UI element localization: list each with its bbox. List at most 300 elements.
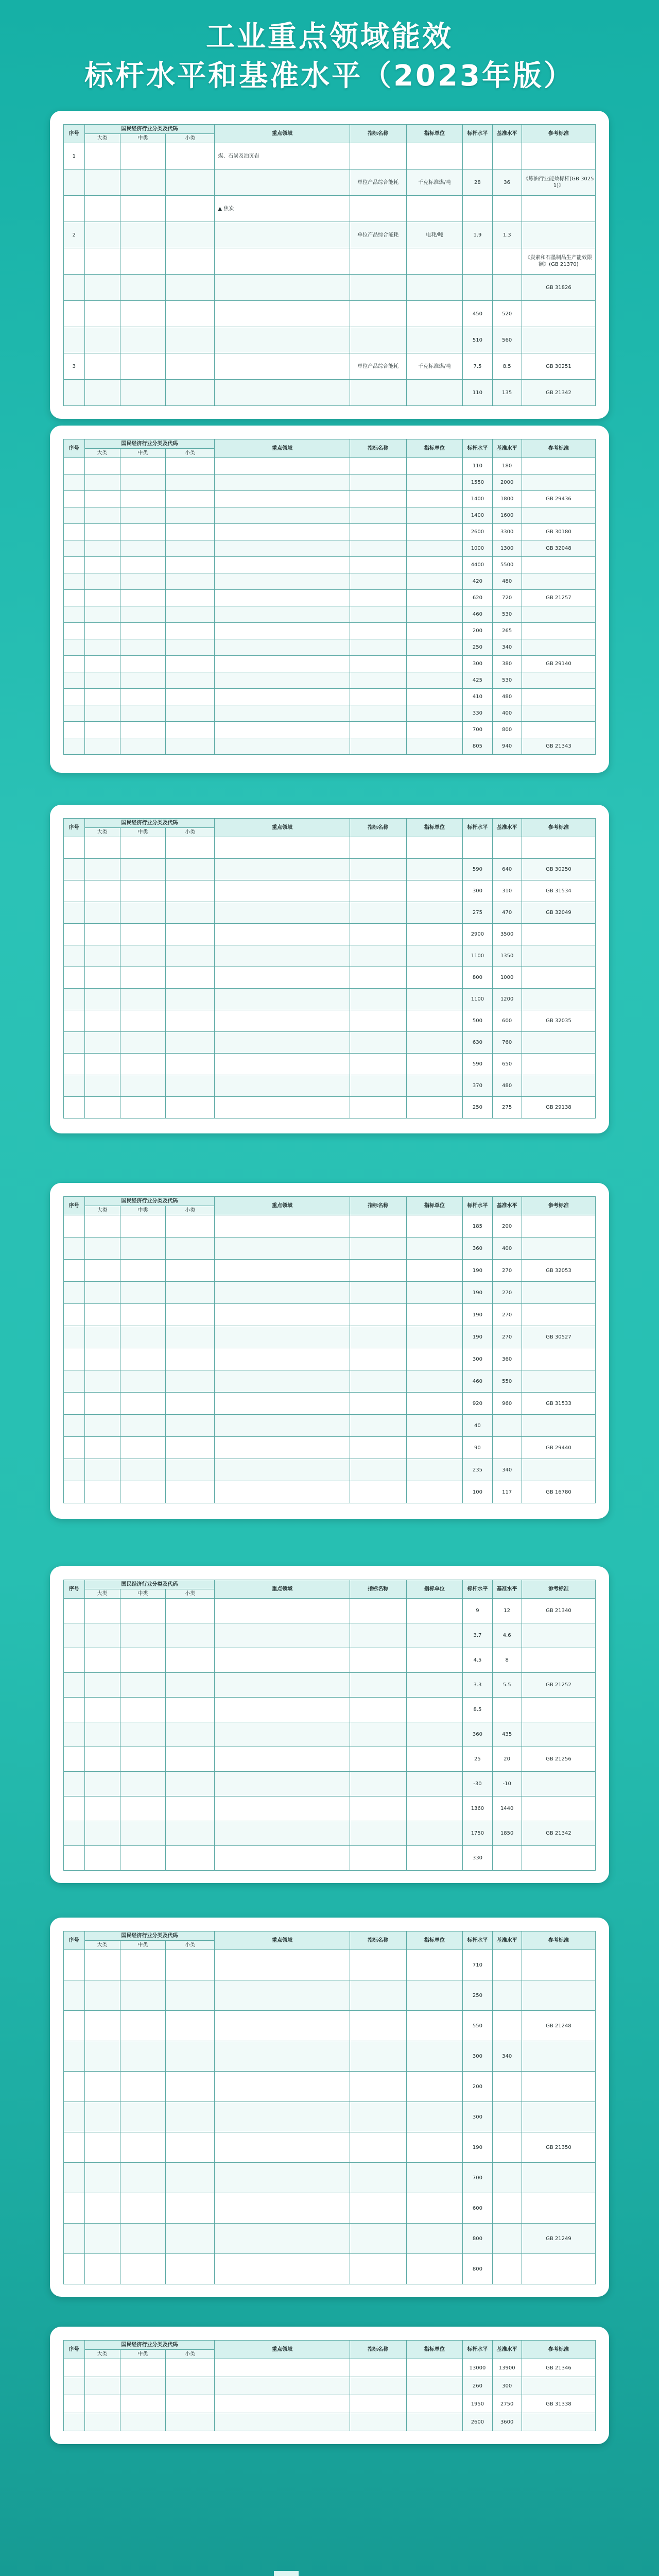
cell-minor — [165, 573, 214, 590]
cell-unit — [406, 859, 463, 880]
table-row — [64, 1415, 596, 1437]
cell-baseline: 550 — [492, 1370, 522, 1393]
cell-reference — [522, 143, 595, 170]
header-minor: 小类 — [165, 828, 214, 837]
cell-minor — [165, 540, 214, 557]
table-row — [64, 967, 596, 989]
cell-indicator — [350, 1821, 406, 1846]
cell-major — [84, 540, 120, 557]
cell-baseline: 2000 — [492, 474, 522, 491]
cell-benchmark: 800 — [463, 967, 492, 989]
header-baseline: 基准水平 — [492, 1931, 522, 1950]
cell-middle — [120, 1075, 165, 1097]
cell-indicator — [350, 143, 406, 170]
cell-unit — [406, 491, 463, 507]
header-middle: 中类 — [120, 1941, 165, 1950]
cell-field: ▲ 焦炭 — [215, 196, 350, 222]
table-row — [64, 1722, 596, 1747]
cell-benchmark: 300 — [463, 1348, 492, 1370]
cell-indicator — [350, 540, 406, 557]
cell-middle — [120, 1599, 165, 1623]
cell-baseline: 20 — [492, 1747, 522, 1772]
cell-major — [84, 222, 120, 248]
header-seq: 序号 — [64, 2341, 85, 2359]
cell-indicator — [350, 2413, 406, 2431]
cell-benchmark: 235 — [463, 1459, 492, 1481]
cell-baseline: 180 — [492, 458, 522, 474]
cell-reference: GB 21342 — [522, 1821, 595, 1846]
cell-baseline — [492, 1698, 522, 1722]
header-minor: 小类 — [165, 2350, 214, 2359]
cell-reference — [522, 837, 595, 859]
table-panel-5 — [50, 1566, 609, 1883]
cell-minor — [165, 639, 214, 656]
cell-indicator — [350, 380, 406, 406]
cell-benchmark: 4400 — [463, 557, 492, 573]
cell-reference — [522, 967, 595, 989]
cell-benchmark: 360 — [463, 1238, 492, 1260]
cell-unit — [406, 590, 463, 606]
cell-minor — [165, 1054, 214, 1075]
cell-reference: GB 21346 — [522, 2359, 595, 2377]
cell-benchmark: 100 — [463, 1481, 492, 1503]
cell-reference — [522, 689, 595, 705]
header-reference: 参考标准 — [522, 1580, 595, 1599]
cell-indicator — [350, 1348, 406, 1370]
cell-major — [84, 458, 120, 474]
cell-unit — [406, 2193, 463, 2224]
cell-baseline: 520 — [492, 301, 522, 327]
cell-baseline: 4.6 — [492, 1623, 522, 1648]
cell-reference — [522, 606, 595, 623]
cell-unit — [406, 2359, 463, 2377]
cell-seq — [64, 1950, 85, 1980]
header-benchmark: 标杆水平 — [463, 125, 492, 143]
cell-major — [84, 1282, 120, 1304]
cell-minor — [165, 1599, 214, 1623]
cell-seq — [64, 1054, 85, 1075]
cell-benchmark: 710 — [463, 1950, 492, 1980]
cell-reference — [522, 557, 595, 573]
cell-field — [215, 458, 350, 474]
cell-indicator — [350, 1437, 406, 1459]
cell-unit — [406, 573, 463, 590]
cell-reference — [522, 1370, 595, 1393]
header-middle: 中类 — [120, 1206, 165, 1215]
cell-reference — [522, 1075, 595, 1097]
cell-minor — [165, 524, 214, 540]
cell-middle — [120, 672, 165, 689]
cell-unit: 电耗/吨 — [406, 222, 463, 248]
cell-unit — [406, 705, 463, 722]
cell-minor — [165, 380, 214, 406]
cell-benchmark: 8.5 — [463, 1698, 492, 1722]
cell-minor — [165, 859, 214, 880]
cell-major — [84, 2102, 120, 2132]
cell-seq — [64, 1393, 85, 1415]
table-row — [64, 722, 596, 738]
cell-seq — [64, 1821, 85, 1846]
cell-unit — [406, 458, 463, 474]
cell-baseline: 13900 — [492, 2359, 522, 2377]
cell-seq — [64, 1599, 85, 1623]
cell-seq — [64, 327, 85, 353]
cell-benchmark: 300 — [463, 2102, 492, 2132]
cell-benchmark — [463, 196, 492, 222]
cell-field — [215, 2224, 350, 2254]
table-row — [64, 2193, 596, 2224]
cell-baseline: 8.5 — [492, 353, 522, 380]
table-row — [64, 1282, 596, 1304]
cell-indicator — [350, 880, 406, 902]
table-row — [64, 2163, 596, 2193]
cell-field — [215, 1821, 350, 1846]
cell-baseline: 300 — [492, 2377, 522, 2395]
table-row — [64, 143, 596, 170]
cell-benchmark: 550 — [463, 2011, 492, 2041]
cell-field — [215, 1437, 350, 1459]
cell-reference — [522, 474, 595, 491]
cell-reference: GB 32049 — [522, 902, 595, 924]
cell-reference: GB 29440 — [522, 1437, 595, 1459]
cell-field — [215, 1722, 350, 1747]
header-minor: 小类 — [165, 134, 214, 143]
cell-indicator — [350, 1304, 406, 1326]
cell-benchmark: 805 — [463, 738, 492, 755]
header-reference: 参考标准 — [522, 125, 595, 143]
header-major: 大类 — [84, 828, 120, 837]
cell-middle — [120, 1648, 165, 1673]
header-minor: 小类 — [165, 449, 214, 458]
cell-field — [215, 1393, 350, 1415]
cell-minor — [165, 1326, 214, 1348]
cell-baseline — [492, 837, 522, 859]
cell-benchmark: 250 — [463, 1097, 492, 1118]
cell-field — [215, 248, 350, 275]
cell-reference: GB 21248 — [522, 2011, 595, 2041]
header-baseline: 基准水平 — [492, 1197, 522, 1215]
cell-major — [84, 143, 120, 170]
cell-unit — [406, 902, 463, 924]
cell-unit — [406, 1722, 463, 1747]
cell-reference — [522, 639, 595, 656]
cell-indicator — [350, 2359, 406, 2377]
cell-benchmark: 110 — [463, 458, 492, 474]
cell-field — [215, 623, 350, 639]
cell-field — [215, 491, 350, 507]
cell-unit — [406, 2011, 463, 2041]
cell-unit — [406, 1698, 463, 1722]
cell-seq — [64, 524, 85, 540]
cell-baseline: 117 — [492, 1481, 522, 1503]
cell-baseline: 1200 — [492, 989, 522, 1010]
cell-benchmark: 190 — [463, 1282, 492, 1304]
cell-reference — [522, 2377, 595, 2395]
cell-reference — [522, 1215, 595, 1238]
cell-seq: 3 — [64, 353, 85, 380]
cell-baseline: 270 — [492, 1304, 522, 1326]
cell-benchmark: 300 — [463, 656, 492, 672]
cell-middle — [120, 2193, 165, 2224]
cell-baseline: 12 — [492, 1599, 522, 1623]
cell-benchmark: 1550 — [463, 474, 492, 491]
cell-major — [84, 1054, 120, 1075]
cell-field — [215, 1599, 350, 1623]
cell-indicator — [350, 557, 406, 573]
cell-baseline: 1.3 — [492, 222, 522, 248]
cell-major — [84, 1010, 120, 1032]
cell-minor — [165, 1075, 214, 1097]
cell-reference: GB 21252 — [522, 1673, 595, 1698]
table-row — [64, 474, 596, 491]
cell-benchmark: 40 — [463, 1415, 492, 1437]
cell-unit — [406, 1648, 463, 1673]
cell-unit — [406, 1032, 463, 1054]
table-row — [64, 880, 596, 902]
cell-unit — [406, 689, 463, 705]
cell-reference — [522, 1054, 595, 1075]
cell-reference — [522, 196, 595, 222]
header-field: 重点领域 — [215, 1931, 350, 1950]
cell-major — [84, 353, 120, 380]
table-row — [64, 1437, 596, 1459]
cell-indicator — [350, 989, 406, 1010]
cell-middle — [120, 327, 165, 353]
cell-minor — [165, 1032, 214, 1054]
cell-seq — [64, 2395, 85, 2413]
cell-field — [215, 1846, 350, 1871]
cell-major — [84, 327, 120, 353]
header-benchmark: 标杆水平 — [463, 819, 492, 837]
cell-benchmark: 250 — [463, 639, 492, 656]
header-major: 大类 — [84, 2350, 120, 2359]
cell-unit — [406, 2072, 463, 2102]
cell-middle — [120, 507, 165, 524]
cell-reference — [522, 573, 595, 590]
cell-seq — [64, 705, 85, 722]
cell-field — [215, 1797, 350, 1821]
cell-middle — [120, 967, 165, 989]
cell-major — [84, 1673, 120, 1698]
standards-table — [63, 1931, 596, 2284]
cell-middle — [120, 1459, 165, 1481]
cell-benchmark: 300 — [463, 2041, 492, 2072]
cell-middle — [120, 590, 165, 606]
cell-reference — [522, 507, 595, 524]
cell-major — [84, 1304, 120, 1326]
cell-minor — [165, 1415, 214, 1437]
cell-seq — [64, 1304, 85, 1326]
cell-indicator — [350, 1747, 406, 1772]
cell-major — [84, 2377, 120, 2395]
cell-major — [84, 1980, 120, 2011]
cell-benchmark: 1360 — [463, 1797, 492, 1821]
cell-unit — [406, 380, 463, 406]
table-row — [64, 2395, 596, 2413]
cell-benchmark: 260 — [463, 2377, 492, 2395]
cell-field — [215, 672, 350, 689]
cell-seq — [64, 945, 85, 967]
header-benchmark: 标杆水平 — [463, 1197, 492, 1215]
cell-reference: GB 32035 — [522, 1010, 595, 1032]
header-baseline: 基准水平 — [492, 2341, 522, 2359]
cell-middle — [120, 1698, 165, 1722]
table-row — [64, 1599, 596, 1623]
cell-benchmark: 460 — [463, 606, 492, 623]
cell-middle — [120, 989, 165, 1010]
page-title-line1: 工业重点领域能效 — [206, 20, 453, 54]
header-indicator: 指标名称 — [350, 819, 406, 837]
header-middle: 中类 — [120, 828, 165, 837]
cell-baseline: 340 — [492, 2041, 522, 2072]
cell-benchmark: 1100 — [463, 945, 492, 967]
cell-benchmark: 1750 — [463, 1821, 492, 1846]
cell-middle — [120, 1950, 165, 1980]
cell-benchmark: 360 — [463, 1722, 492, 1747]
cell-reference: GB 30180 — [522, 524, 595, 540]
header-indicator: 指标名称 — [350, 125, 406, 143]
cell-unit — [406, 1370, 463, 1393]
table-row — [64, 1673, 596, 1698]
cell-middle — [120, 143, 165, 170]
header-seq: 序号 — [64, 1931, 85, 1950]
cell-baseline — [492, 1437, 522, 1459]
header-major: 大类 — [84, 1206, 120, 1215]
cell-field — [215, 2011, 350, 2041]
cell-field — [215, 2072, 350, 2102]
header-middle: 中类 — [120, 134, 165, 143]
cell-reference — [522, 1415, 595, 1437]
table-row — [64, 924, 596, 945]
cell-middle — [120, 573, 165, 590]
cell-middle — [120, 1238, 165, 1260]
cell-field — [215, 656, 350, 672]
cell-seq — [64, 623, 85, 639]
cell-seq — [64, 606, 85, 623]
header-indicator: 指标名称 — [350, 439, 406, 458]
cell-seq: 2 — [64, 222, 85, 248]
cell-indicator — [350, 902, 406, 924]
cell-seq — [64, 1282, 85, 1304]
cell-middle — [120, 1370, 165, 1393]
cell-major — [84, 656, 120, 672]
cell-minor — [165, 705, 214, 722]
cell-indicator — [350, 2254, 406, 2284]
cell-indicator — [350, 2224, 406, 2254]
cell-indicator — [350, 2011, 406, 2041]
cell-benchmark: 1950 — [463, 2395, 492, 2413]
cell-minor — [165, 656, 214, 672]
cell-unit — [406, 1348, 463, 1370]
cell-reference — [522, 1348, 595, 1370]
cell-middle — [120, 1415, 165, 1437]
cell-baseline: 1300 — [492, 540, 522, 557]
cell-indicator: 单位产品综合能耗 — [350, 353, 406, 380]
cell-baseline: 36 — [492, 170, 522, 196]
cell-major — [84, 606, 120, 623]
cell-benchmark: 630 — [463, 1032, 492, 1054]
cell-minor — [165, 222, 214, 248]
cell-indicator — [350, 275, 406, 301]
header-field: 重点领域 — [215, 1580, 350, 1599]
cell-baseline: 400 — [492, 705, 522, 722]
cell-middle — [120, 1304, 165, 1326]
cell-indicator — [350, 327, 406, 353]
cell-middle — [120, 2254, 165, 2284]
cell-reference — [522, 458, 595, 474]
cell-middle — [120, 705, 165, 722]
cell-field — [215, 1772, 350, 1797]
cell-indicator — [350, 2193, 406, 2224]
cell-field — [215, 557, 350, 573]
cell-reference — [522, 1304, 595, 1326]
cell-seq — [64, 1260, 85, 1282]
table-row — [64, 1097, 596, 1118]
cell-indicator — [350, 1415, 406, 1437]
table-row — [64, 606, 596, 623]
cell-major — [84, 1821, 120, 1846]
cell-unit — [406, 1623, 463, 1648]
cell-unit — [406, 1481, 463, 1503]
table-row — [64, 859, 596, 880]
cell-unit — [406, 1599, 463, 1623]
cell-reference — [522, 945, 595, 967]
cell-reference: GB 29140 — [522, 656, 595, 672]
cell-field — [215, 859, 350, 880]
cell-middle — [120, 2132, 165, 2163]
cell-field — [215, 880, 350, 902]
cell-major — [84, 989, 120, 1010]
cell-benchmark — [463, 275, 492, 301]
cell-seq — [64, 248, 85, 275]
cell-seq — [64, 491, 85, 507]
cell-reference — [522, 1980, 595, 2011]
table-row — [64, 2224, 596, 2254]
cell-indicator — [350, 2395, 406, 2413]
cell-middle — [120, 722, 165, 738]
cell-major — [84, 1698, 120, 1722]
cell-seq — [64, 2359, 85, 2377]
cell-minor — [165, 606, 214, 623]
cell-benchmark: 510 — [463, 327, 492, 353]
cell-baseline — [492, 1415, 522, 1437]
cell-middle — [120, 1215, 165, 1238]
standards-table — [63, 2340, 596, 2431]
cell-field — [215, 1481, 350, 1503]
cell-major — [84, 1846, 120, 1871]
cell-middle — [120, 1747, 165, 1772]
cell-indicator — [350, 1722, 406, 1747]
table-row — [64, 902, 596, 924]
cell-middle — [120, 639, 165, 656]
table-row — [64, 573, 596, 590]
cell-field — [215, 1415, 350, 1437]
cell-baseline: 640 — [492, 859, 522, 880]
cell-indicator — [350, 1797, 406, 1821]
cell-middle — [120, 1348, 165, 1370]
cell-field — [215, 1648, 350, 1673]
cell-minor — [165, 1097, 214, 1118]
cell-indicator — [350, 2377, 406, 2395]
cell-reference — [522, 2254, 595, 2284]
header-benchmark: 标杆水平 — [463, 1931, 492, 1950]
cell-reference: GB 31533 — [522, 1393, 595, 1415]
cell-baseline: 1350 — [492, 945, 522, 967]
table-row — [64, 1260, 596, 1282]
cell-reference: GB 21257 — [522, 590, 595, 606]
cell-unit — [406, 1304, 463, 1326]
table-row — [64, 275, 596, 301]
